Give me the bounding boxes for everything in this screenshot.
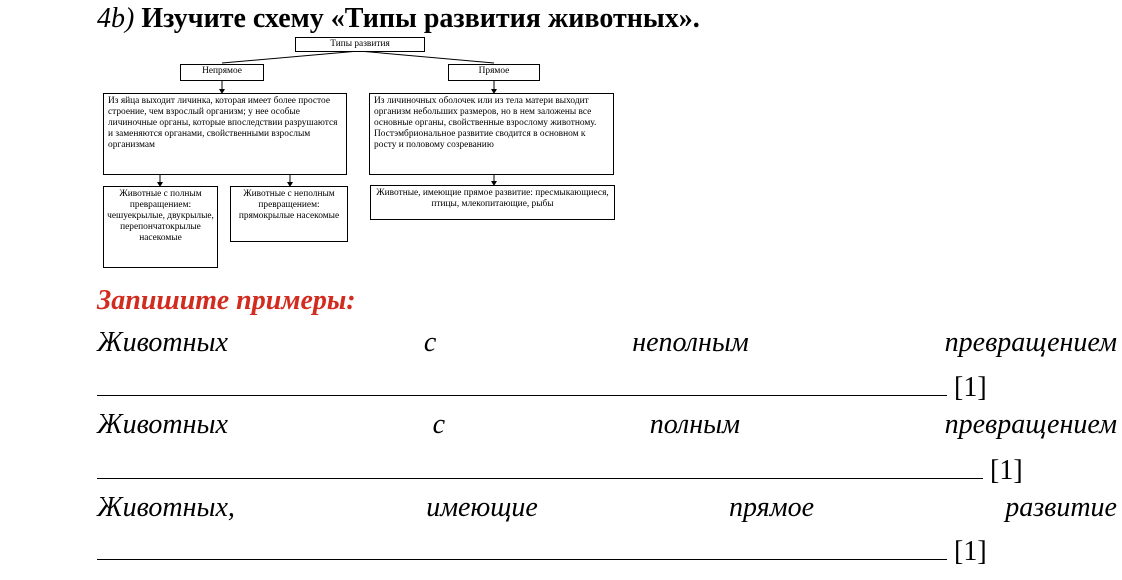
- task-title: Изучите схему «Типы развития животных».: [141, 3, 700, 34]
- task-instruction: Запишите примеры:: [97, 285, 356, 316]
- question-word: прямое: [729, 492, 814, 523]
- question-incomplete-metamorphosis: [97, 324, 1117, 362]
- question-word: Животных: [97, 327, 228, 358]
- question-word: превращением: [944, 327, 1117, 358]
- connector-root-direct: [359, 51, 494, 63]
- question-full-metamorphosis: [97, 406, 1117, 444]
- task-number: 4b): [97, 3, 135, 34]
- score-mark: [1]: [954, 372, 987, 403]
- answer-incomplete-metamorphosis: [97, 366, 987, 407]
- question-word: имеющие: [426, 492, 538, 523]
- scheme-root: Типы развития: [295, 37, 425, 52]
- group-full-metamorphosis: Животные с полным превращением: чешуекрылые, двукрылые, перепончатокрылые насекомые: [103, 186, 218, 268]
- question-word: развитие: [1005, 492, 1117, 523]
- branch-indirect: Непрямое: [180, 64, 264, 81]
- question-word: с: [432, 409, 446, 440]
- answer-line[interactable]: [97, 366, 947, 396]
- indirect-description: Из яйца выходит личинка, которая имеет более простое строение, чем взрослый организм; у нее особые личиночные органы, которые впоследствии разрушаются и заменяются органами, свойственными взрослым организмам: [103, 93, 347, 175]
- score-mark: [1]: [954, 536, 987, 567]
- branch-direct: Прямое: [448, 64, 540, 81]
- question-word: Животных,: [97, 492, 235, 523]
- answer-line[interactable]: [97, 449, 983, 479]
- question-word: Животных: [97, 409, 228, 440]
- question-word: полным: [649, 409, 740, 440]
- answer-line[interactable]: [97, 530, 947, 560]
- answer-full-metamorphosis: [97, 449, 1023, 490]
- question-word: с: [423, 327, 437, 358]
- group-direct-development: Животные, имеющие прямое развитие: пресмыкающиеся, птицы, млекопитающие, рыбы: [370, 185, 615, 220]
- direct-description: Из личиночных оболочек или из тела матери выходит организм небольших размеров, но в нем заложены все основные органы, свойственные взрослому животному. Постэмбриональное развитие сводится в основном к росту и половому созреванию: [369, 93, 614, 175]
- connector-root-indirect: [222, 51, 359, 63]
- answer-direct-development: [97, 530, 987, 571]
- group-incomplete-metamorphosis: Животные с неполным превращением: прямокрылые насекомые: [230, 186, 348, 242]
- score-mark: [1]: [990, 455, 1023, 486]
- question-word: превращением: [944, 409, 1117, 440]
- question-direct-development: [97, 489, 1117, 527]
- question-word: неполным: [632, 327, 749, 358]
